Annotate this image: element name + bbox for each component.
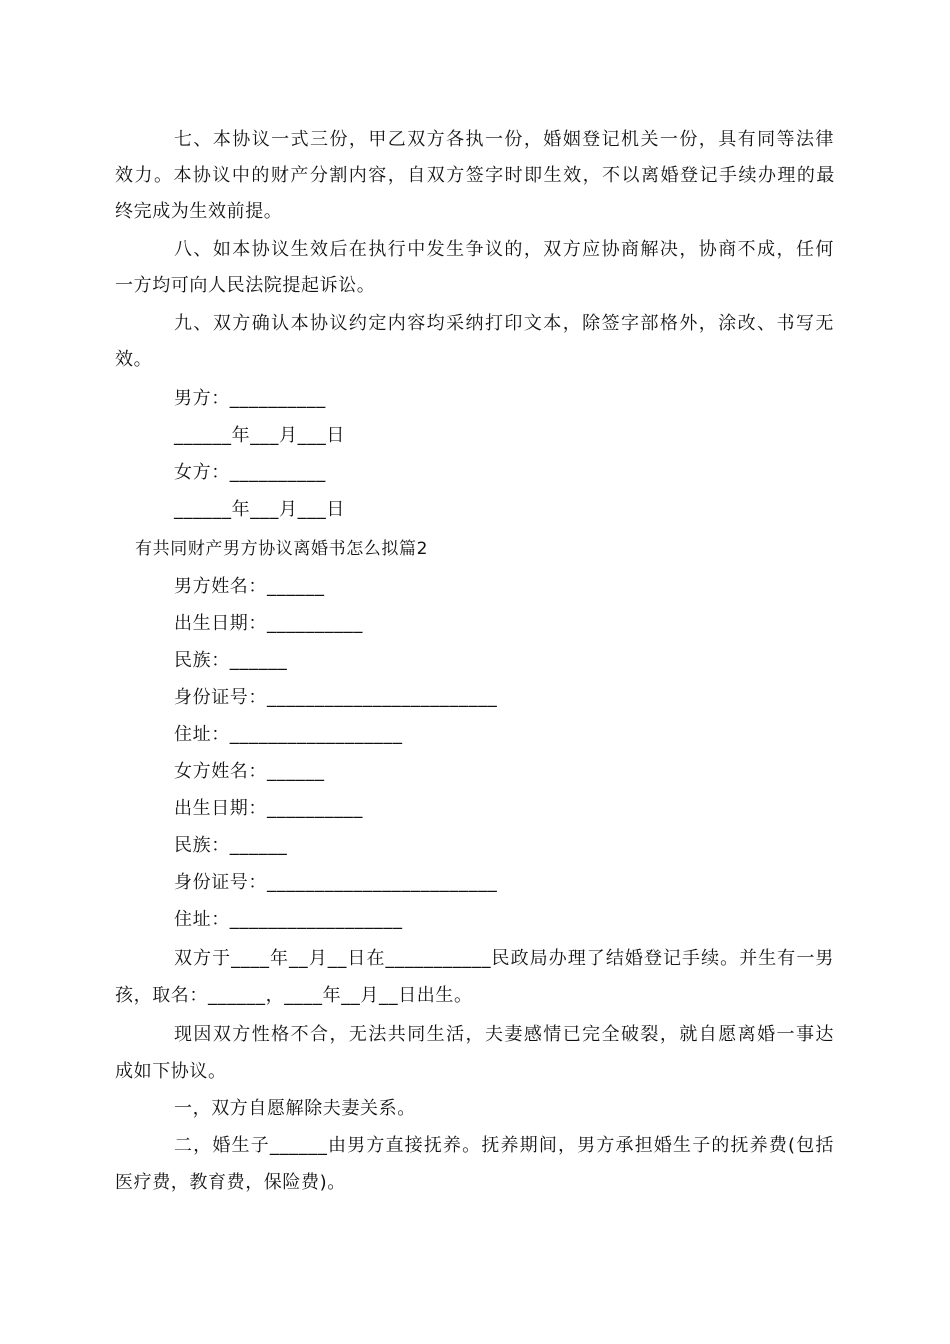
female-name-field: 女方姓名：______ (174, 761, 325, 782)
clause-9-line-2: 效。 (115, 349, 153, 370)
clause-7-line-3: 终完成为生效前提。 (115, 201, 283, 222)
clause-7-line-1: 七、本协议一式三份，甲乙双方各执一份，婚姻登记机关一份，具有同等法律 (174, 129, 834, 150)
clause-8-line-1: 八、如本协议生效后在执行中发生争议的，双方应协商解决，协商不成，任何 (174, 239, 834, 260)
clause-7-line-2: 效力。本协议中的财产分割内容，自双方签字时即生效，不以离婚登记手续办理的最 (115, 165, 835, 186)
clause-8-line-2: 一方均可向人民法院提起诉讼。 (115, 275, 376, 296)
female-signature-field: 女方：__________ (174, 462, 326, 483)
reason-line-1: 现因双方性格不合，无法共同生活，夫妻感情已完全破裂，就自愿离婚一事达 (174, 1024, 834, 1045)
female-id-field: 身份证号：________________________ (174, 872, 498, 893)
marriage-line-2: 孩，取名：______，____年__月__日出生。 (115, 985, 473, 1006)
article-1: 一，双方自愿解除夫妻关系。 (174, 1098, 416, 1119)
male-address-field: 住址：__________________ (174, 724, 403, 745)
female-signature-date: ______年___月___日 (174, 499, 345, 520)
female-ethnicity-field: 民族：______ (174, 835, 288, 856)
reason-line-2: 成如下协议。 (115, 1061, 227, 1082)
male-id-field: 身份证号：________________________ (174, 687, 498, 708)
section-title: 有共同财产男方协议离婚书怎么拟篇2 (135, 539, 429, 559)
female-address-field: 住址：__________________ (174, 909, 403, 930)
female-birth-field: 出生日期：__________ (174, 798, 363, 819)
male-signature-date: ______年___月___日 (174, 425, 345, 446)
article-2-line-1: 二，婚生子______由男方直接抚养。抚养期间，男方承担婚生子的抚养费(包括 (174, 1135, 834, 1156)
male-signature-field: 男方：__________ (174, 388, 326, 409)
male-birth-field: 出生日期：__________ (174, 613, 363, 634)
male-ethnicity-field: 民族：______ (174, 650, 288, 671)
article-2-line-2: 医疗费，教育费，保险费)。 (115, 1172, 346, 1193)
marriage-line-1: 双方于____年__月__日在___________民政局办理了结婚登记手续。并生有一男 (174, 948, 834, 969)
clause-9-line-1: 九、双方确认本协议约定内容均采纳打印文本，除签字部格外，涂改、书写无 (174, 313, 834, 334)
male-name-field: 男方姓名：______ (174, 576, 325, 597)
